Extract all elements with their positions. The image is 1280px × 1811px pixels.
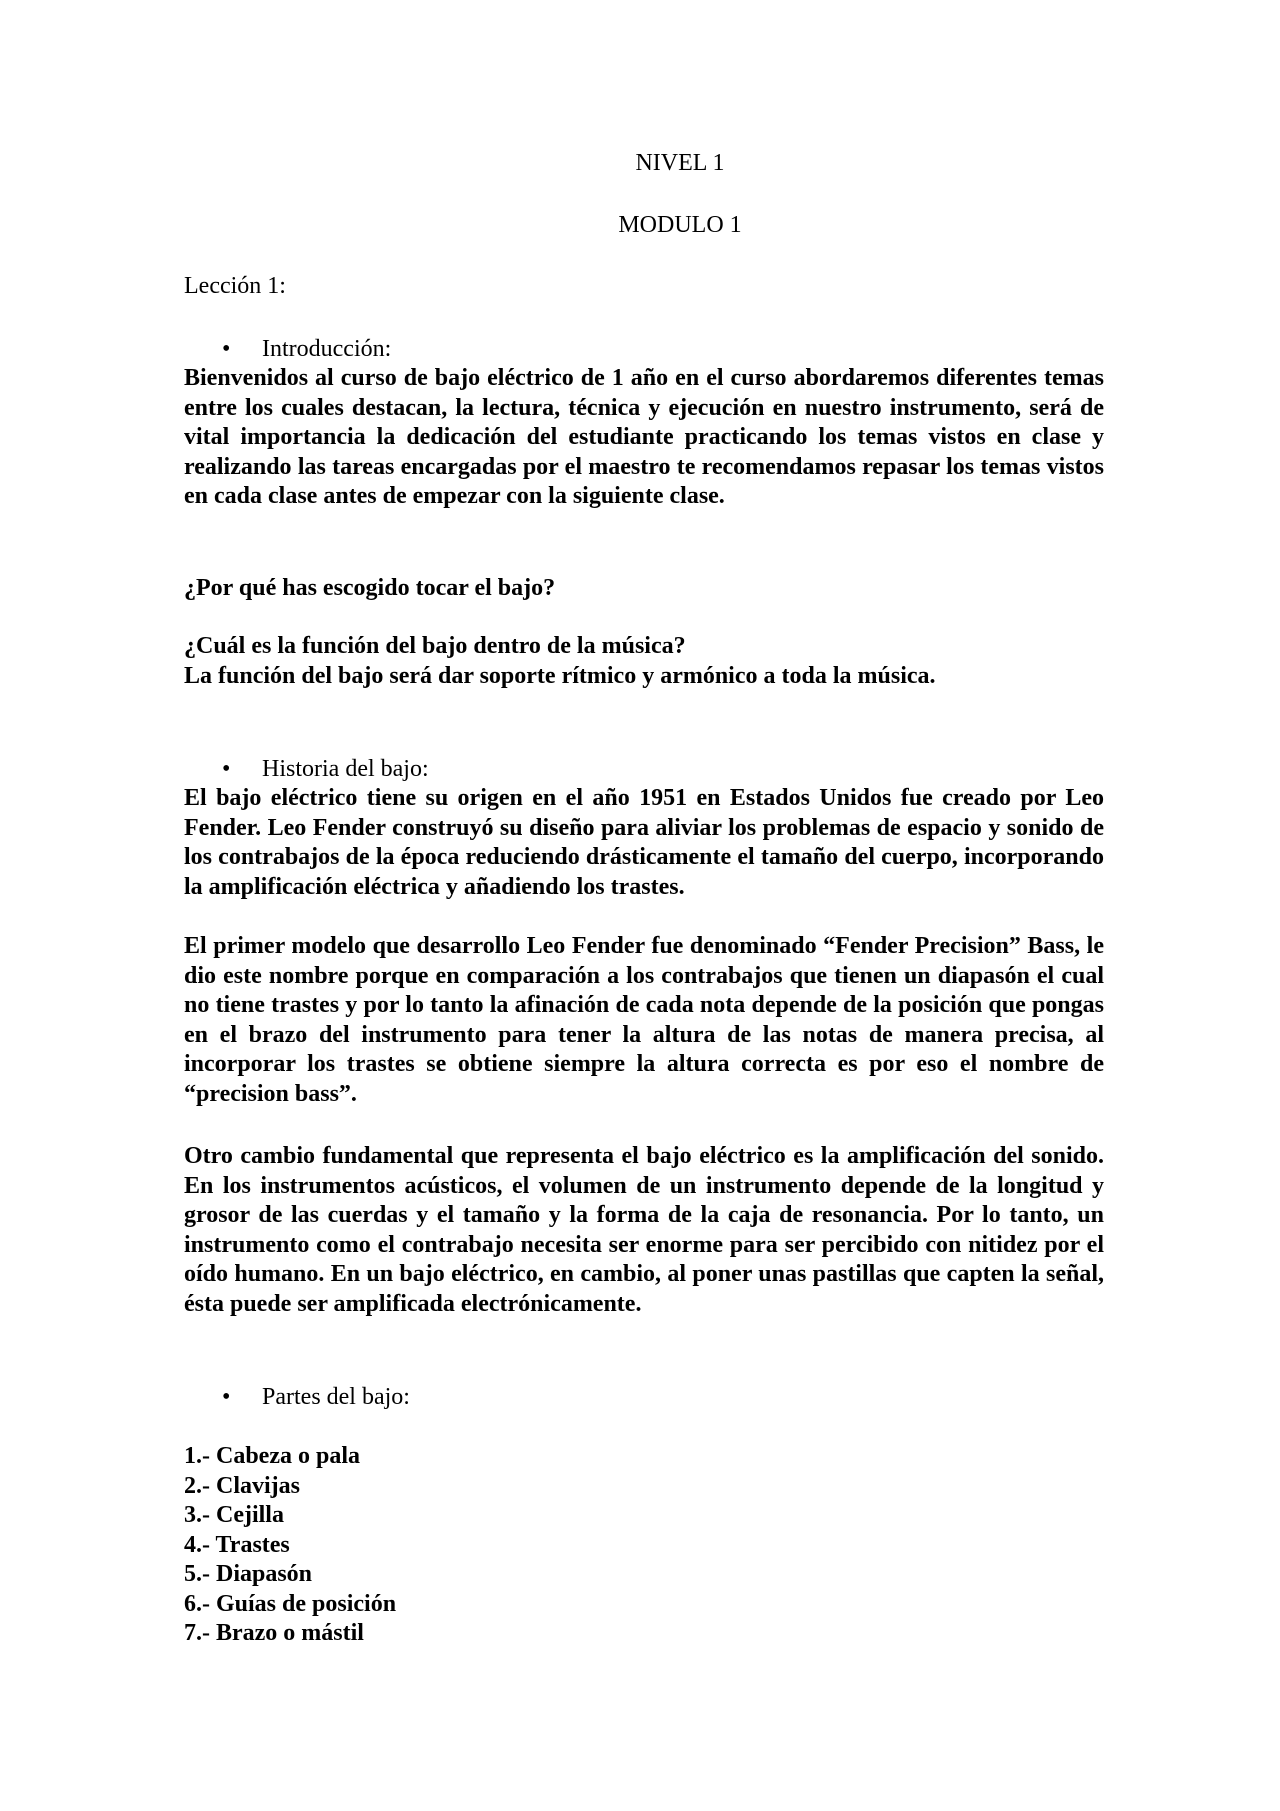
bullet-icon: • [222,756,231,782]
list-item: 7.- Brazo o mástil [184,1620,364,1646]
answer-bass-function: La función del bajo será dar soporte rítmico y armónico a toda la música. [184,663,936,689]
intro-heading: Introducción: [262,336,392,362]
history-paragraph-1: El bajo eléctrico tiene su origen en el año 1951 en Estados Unidos fue creado por Leo Fender. Leo Fender construyó su diseño para aliviar los problemas de espacio y sonido de los contrabajos de la época reduciendo drásticamente el tamaño del cuerpo, incorporando la amplificación eléctrica y añadiendo los trastes. [184,785,1104,900]
parts-list [184,1442,1104,1649]
list-item: 3.- Cejilla [184,1502,284,1528]
list-item: 1.- Cabeza o pala [184,1443,360,1469]
level-title: NIVEL 1 [635,150,725,176]
history-paragraph-2: El primer modelo que desarrollo Leo Fender fue denominado “Fender Precision” Bass, le dio este nombre porque en comparación a los contrabajos que tienen un diapasón el cual no tiene trastes y por lo tanto la afinación de cada nota depende de la posición que pongas en el brazo del instrumento para tener la altura de las notas de manera precisa, al incorporar los trastes se obtiene siempre la altura correcta es por eso el nombre de “precision bass”. [184,933,1104,1107]
question-bass-function: ¿Cuál es la función del bajo dentro de la música? [184,633,686,659]
module-title: MODULO 1 [618,212,742,238]
history-heading: Historia del bajo: [262,756,429,782]
parts-heading: Partes del bajo: [262,1384,410,1410]
intro-paragraph: Bienvenidos al curso de bajo eléctrico de 1 año en el curso abordaremos diferentes temas entre los cuales destacan, la lectura, técnica y ejecución en nuestro instrumento, será de vital importancia la dedicación del estudiante practicando los temas vistos en clase y realizando las tareas encargadas por el maestro te recomendamos repasar los temas vistos en cada clase antes de empezar con la siguiente clase. [184,365,1104,509]
history-paragraph-3: Otro cambio fundamental que representa el bajo eléctrico es la amplificación del sonido. En los instrumentos acústicos, el volumen de un instrumento depende de la longitud y grosor de las cuerdas y el tamaño y la forma de la caja de resonancia. Por lo tanto, un instrumento como el contrabajo necesita ser enorme para ser percibido con nitidez por el oído humano. En un bajo eléctrico, en cambio, al poner unas pastillas que capten la señal, ésta puede ser amplificada electrónicamente. [184,1143,1104,1317]
list-item: 5.- Diapasón [184,1561,313,1587]
list-item: 4.- Trastes [184,1531,290,1558]
list-item: 6.- Guías de posición [184,1590,397,1617]
bullet-icon: • [222,1384,231,1410]
list-item: 2.- Clavijas [184,1472,300,1499]
question-why-bass: ¿Por qué has escogido tocar el bajo? [184,575,556,601]
lesson-label: Lección 1: [184,273,286,299]
bullet-icon: • [222,336,231,362]
